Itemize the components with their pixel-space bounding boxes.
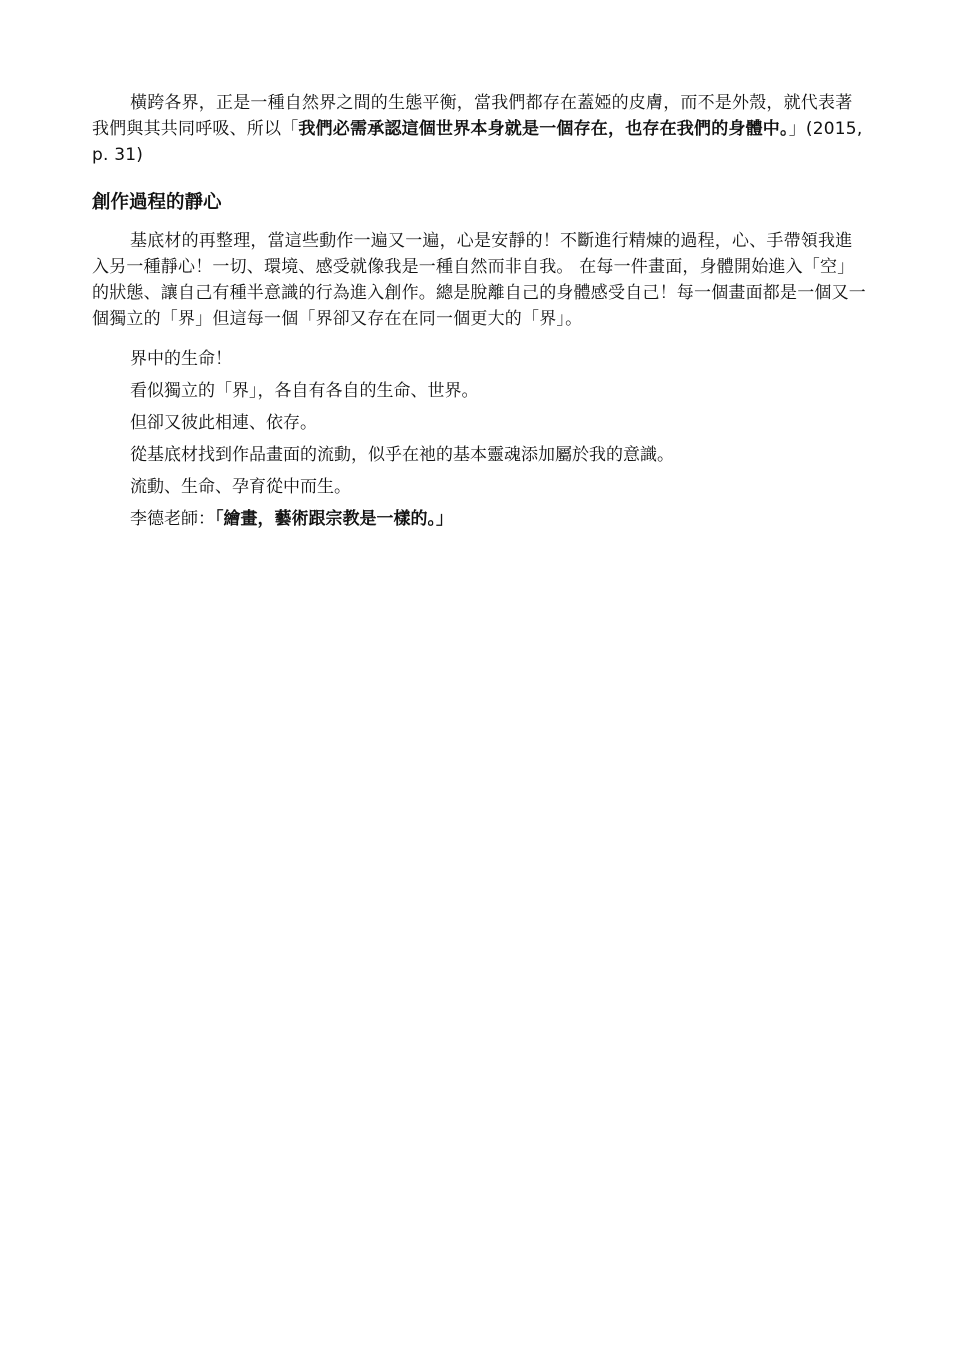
line-5: 流動、生命、孕育從中而生。 — [130, 477, 351, 497]
paragraph-gaia — [92, 90, 868, 168]
teacher-quote-text: 「繪畫，藝術跟宗教是一樣的。」 — [215, 509, 453, 529]
line-4: 從基底材找到作品畫面的流動，似乎在祂的基本靈魂添加屬於我的意識。 — [130, 445, 674, 465]
paragraph-process: 基底材的再整理，當這些動作一遍又一遍，心是安靜的！不斷進行精煉的過程，心、手帶領我進入另一種靜心！一切、環境、感受就像我是一種自然而非自我。 在每一件畫面，身體開始進入「空」的狀態、讓自己有種半意識的行為進入創作。總是脫離自己的身體感受自己！每一個畫面都是一個又一個獨立的「界」但這每一個「界卻又存在在同一個更大的「界」。 — [92, 231, 866, 329]
paragraph-gaia-text: 橫跨各界，正是一種自然界之間的生態平衡，當我們都存在蓋婭的皮膚，而不是外殼，就代表著我們與其共同呼吸、所以「 — [92, 93, 853, 139]
line-2: 看似獨立的「界」，各自有各自的生命、世界。 — [130, 381, 479, 401]
paragraph-gaia-citation: 」(2015, p. 31) — [92, 119, 863, 165]
teacher-quote-prefix: 李德老師： — [130, 509, 215, 529]
teacher-quote — [92, 506, 868, 532]
section-heading: 創作過程的靜心 — [92, 192, 222, 213]
line-1: 界中的生命！ — [130, 349, 232, 369]
line-3: 但卻又彼此相連、依存。 — [130, 413, 317, 433]
paragraph-gaia-quote: 我們必需承認這個世界本身就是一個存在，也存在我們的身體中。 — [298, 119, 789, 139]
document-page — [92, 90, 868, 532]
